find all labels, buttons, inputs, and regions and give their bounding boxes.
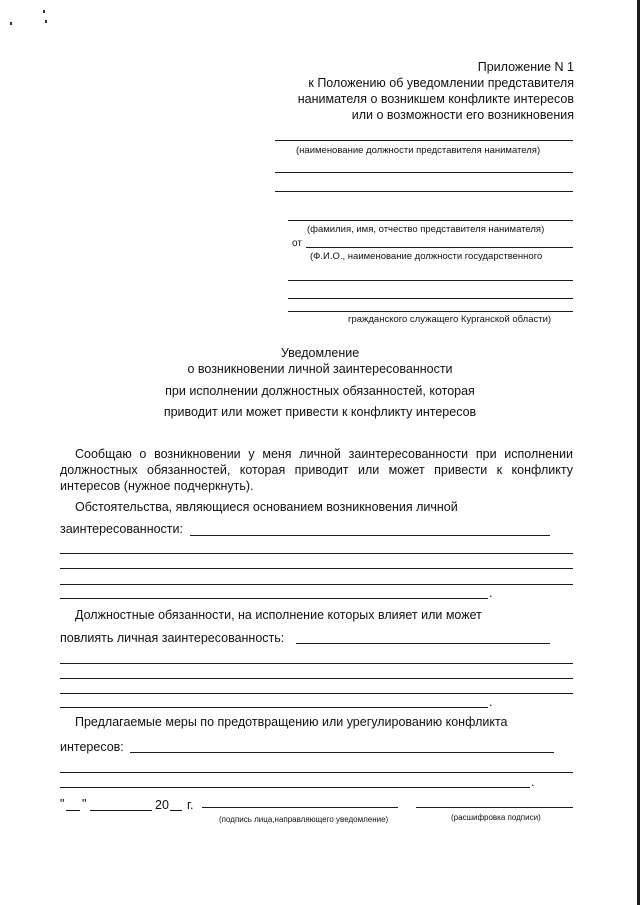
appendix-header-line: к Положению об уведомлении представителя xyxy=(308,76,574,90)
date-year-suffix: г. xyxy=(187,798,194,812)
employer-position-field-3[interactable] xyxy=(275,191,573,192)
notice-text-line: должностных обязанностей, которая приводит или может привести к конфликту xyxy=(60,463,573,477)
measures-field-2[interactable] xyxy=(60,772,573,773)
employer-position-caption: (наименование должности представителя нанимателя) xyxy=(296,145,541,156)
duties-label: Должностные обязанности, на исполнение которых влияет или может xyxy=(75,608,482,622)
notice-text-line: интересов (нужное подчеркнуть). xyxy=(60,479,254,493)
measures-field[interactable] xyxy=(130,752,554,753)
from-label: от xyxy=(292,238,302,249)
employee-service-caption: гражданского служащего Курганской области) xyxy=(348,314,552,325)
measures-label-2: интересов: xyxy=(60,740,124,754)
appendix-header-line: или о возможности его возникновения xyxy=(351,108,574,122)
duties-field-3[interactable] xyxy=(60,678,573,679)
document-title: Уведомление xyxy=(280,346,360,360)
date-year-prefix: 20 xyxy=(155,798,169,812)
employer-position-field-2[interactable] xyxy=(275,172,573,173)
circumstances-field-5[interactable] xyxy=(60,598,488,599)
date-quote-close: " xyxy=(82,797,87,811)
date-year-field[interactable] xyxy=(170,810,182,811)
circumstances-field[interactable] xyxy=(190,535,550,536)
date-quote-open: " xyxy=(60,797,65,811)
duties-field[interactable] xyxy=(296,643,550,644)
measures-label: Предлагаемые меры по предотвращению или урегулированию конфликта xyxy=(75,715,508,729)
notice-text-line: Сообщаю о возникновении у меня личной заинтересованности при исполнении xyxy=(75,447,573,461)
document-subtitle: при исполнении должностных обязанностей, которая xyxy=(165,384,475,398)
signature-field[interactable] xyxy=(202,807,398,808)
signature-caption: (подпись лица,направляющего уведомление) xyxy=(219,815,389,824)
end-mark: . xyxy=(489,695,493,709)
employee-fio-field-2[interactable] xyxy=(288,280,573,281)
employer-fio-caption: (фамилия, имя, отчество представителя нанимателя) xyxy=(307,224,545,235)
duties-label-2: повлиять личная заинтересованность: xyxy=(60,631,285,645)
appendix-number: Приложение N 1 xyxy=(477,60,574,74)
circumstances-label-2: заинтересованности: xyxy=(60,522,183,536)
duties-field-5[interactable] xyxy=(60,707,488,708)
scan-speck xyxy=(10,22,12,25)
employee-fio-caption: (Ф.И.О., наименование должности государственного xyxy=(310,251,543,262)
end-mark: . xyxy=(489,586,493,600)
employee-fio-field[interactable] xyxy=(306,247,573,248)
duties-field-4[interactable] xyxy=(60,693,573,694)
document-subtitle: приводит или может привести к конфликту интересов xyxy=(163,405,477,419)
scan-speck xyxy=(43,10,45,13)
employer-fio-field[interactable] xyxy=(288,220,573,221)
document-subtitle: о возникновении личной заинтересованности xyxy=(187,362,453,376)
date-month-field[interactable] xyxy=(90,810,152,811)
circumstances-field-3[interactable] xyxy=(60,568,573,569)
appendix-header-line: нанимателя о возникшем конфликте интересов xyxy=(297,92,574,106)
end-mark: . xyxy=(531,775,535,789)
employee-fio-field-3[interactable] xyxy=(288,298,573,299)
measures-field-3[interactable] xyxy=(60,787,530,788)
circumstances-field-4[interactable] xyxy=(60,584,573,585)
circumstances-label: Обстоятельства, являющиеся основанием возникновения личной xyxy=(75,500,458,514)
signature-decode-caption: (расшифровка подписи) xyxy=(451,813,541,822)
employee-fio-field-4[interactable] xyxy=(288,311,573,312)
employer-position-field[interactable] xyxy=(275,140,573,141)
date-day-field[interactable] xyxy=(66,810,80,811)
scan-speck xyxy=(45,20,47,23)
signature-decode-field[interactable] xyxy=(416,807,573,808)
duties-field-2[interactable] xyxy=(60,663,573,664)
circumstances-field-2[interactable] xyxy=(60,553,573,554)
